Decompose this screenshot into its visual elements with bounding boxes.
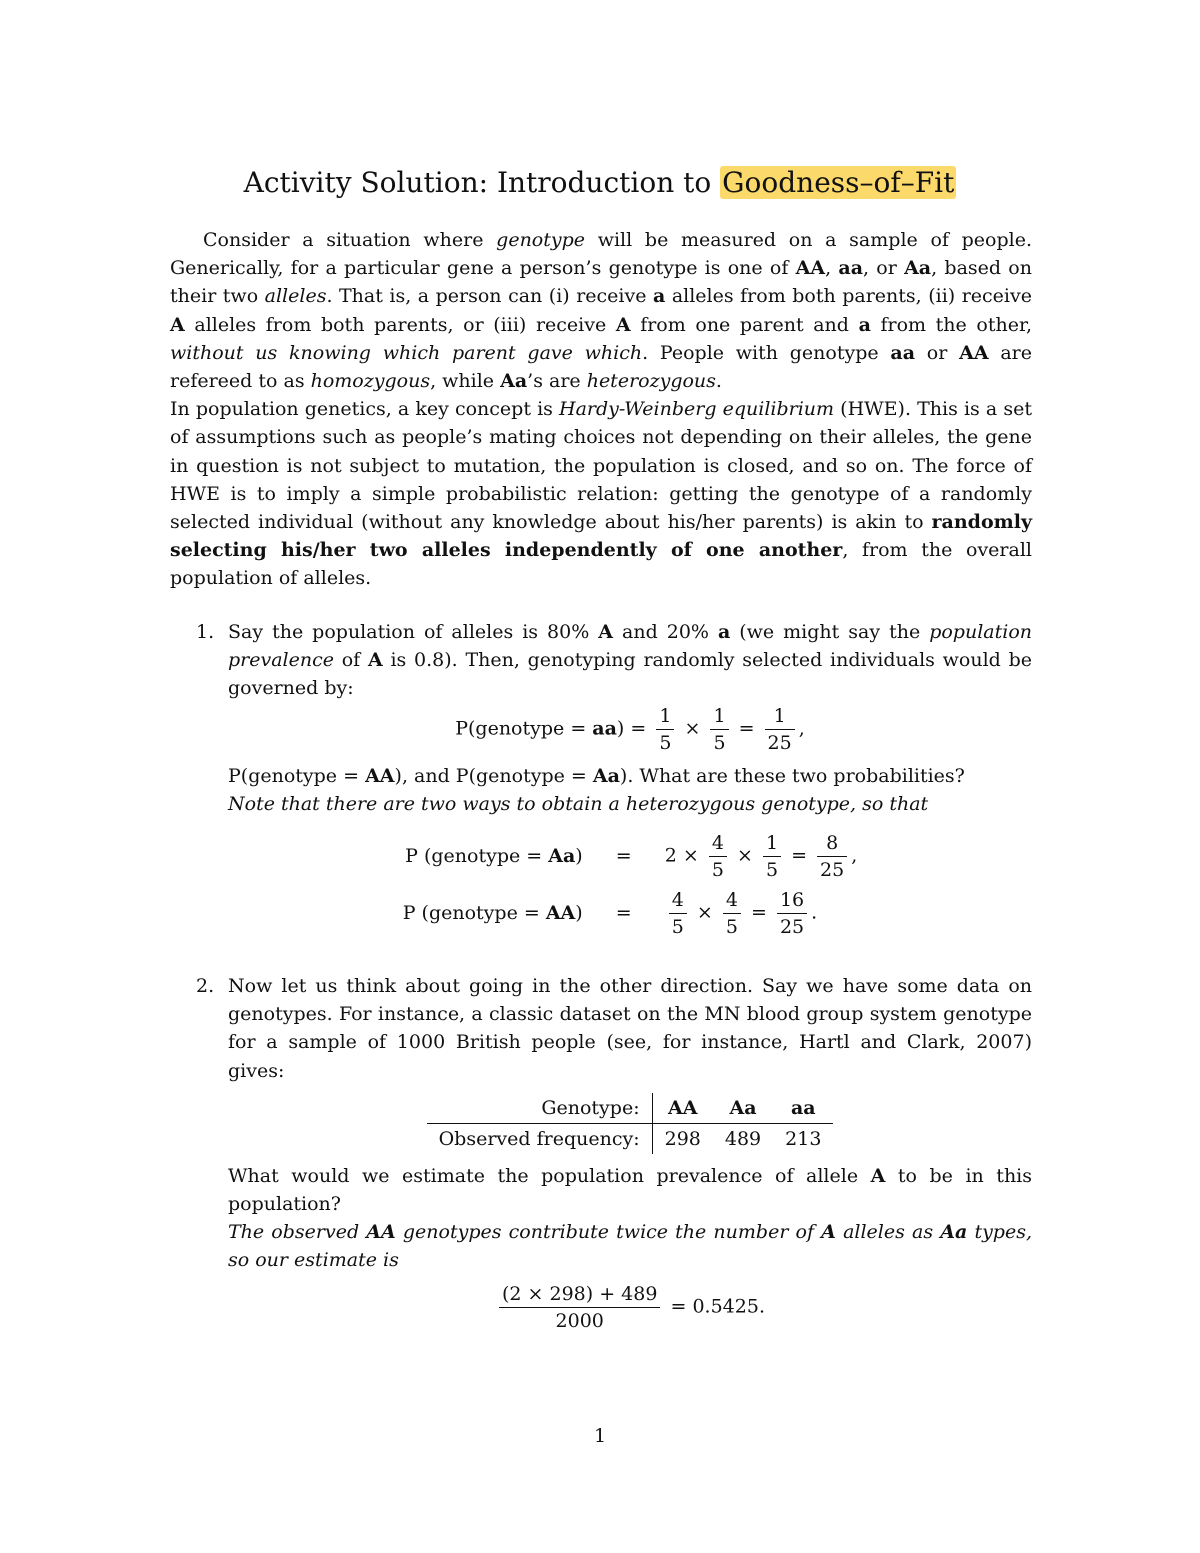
- item2-text: Now let us think about going in the other direction. Say we have some data on genotypes. For instance, a classic dataset on the MN blood group system genotype for a sample of 1000 British people (see, for instance, Hartl and Clark, 2007) gives:: [228, 975, 1032, 1082]
- item2-answer: The observed AA genotypes contribute twice the number of A alleles as Aa types, so our estimate is: [228, 1221, 1033, 1272]
- item1-text: Say the population of alleles is 80% A and 20% a (we might say the population prevalence of A is 0.8). Then, genotyping randomly selected individuals would be governed by:: [228, 621, 1032, 700]
- genotype-table: [427, 1093, 834, 1154]
- item1-note: Note that there are two ways to obtain a heterozygous genotype, so that: [228, 792, 929, 815]
- equation-AA: P (genotype = AA) = $\frac{4}{5}$ × $\frac{4}{5}$ = $\frac{16}{25}$ .: [402, 889, 818, 939]
- intro-section: [170, 226, 1032, 593]
- equation-array: [395, 828, 866, 942]
- intro-paragraph-2: In population genetics, a key concept is Hardy-Weinberg equilibrium (HWE). This is a set of assumptions such as people’s mating choices not depending on their alleles, the gene in question is not subject to mutation, the population is closed, and so on. The force of HWE is to imply a simple probabilistic relation: getting the genotype of a randomly selected individual (without any knowledge about his/her parents) is akin to randomly selecting his/her two alleles independently of one another, from the overall population of alleles.: [170, 398, 1032, 590]
- list-item-1: [170, 618, 1032, 942]
- page-title: [0, 163, 1200, 203]
- title-prefix: Activity Solution: Introduction to: [243, 166, 721, 199]
- equation-aa: P(genotype = aa) = $\frac{1}{5}$ × $\frac{1}{5}$ = $\frac{1}{25}$ ,: [455, 704, 805, 754]
- equation-estimate: $\frac{(2 \times 298) + 489}{2000}$ = 0.5425.: [228, 1281, 1032, 1334]
- table-row: Observed frequency: 298 489 213: [427, 1123, 834, 1154]
- title-highlight: Goodness–of–Fit: [722, 166, 955, 199]
- item1-question: P(genotype = AA), and P(genotype = Aa). What are these two probabilities?: [228, 764, 965, 787]
- table-header-row: Genotype: AA Aa aa: [427, 1093, 834, 1124]
- fraction: $\frac{1}{25}$: [765, 703, 795, 756]
- intro-paragraph-1: Consider a situation where genotype will be measured on a sample of people. Generically, for a particular gene a person’s genotype is one of AA, aa, or Aa, based on their two alleles. That is, a person can (i) receive a alleles from both parents, (ii) receive A alleles from both parents, or (iii) receive A from one parent and a from the other, without us knowing which parent gave which. People with genotype aa or AA are refereed to as homozygous, while Aa’s are heterozygous.: [170, 229, 1032, 393]
- fraction: $\frac{(2 \times 298) + 489}{2000}$: [499, 1281, 660, 1334]
- fraction: $\frac{1}{5}$: [656, 703, 674, 756]
- page-number: 1: [593, 1425, 607, 1447]
- list-number: 2.: [196, 975, 215, 997]
- equation-Aa: P (genotype = Aa) = 2 × $\frac{4}{5}$ × $\frac{1}{5}$ = $\frac{8}{25}$ ,: [405, 832, 858, 882]
- list-item-2: [170, 972, 1032, 1340]
- item2-question: What would we estimate the population prevalence of allele A to be in this population?: [228, 1164, 1033, 1216]
- list-number: 1.: [196, 621, 215, 643]
- fraction: $\frac{1}{5}$: [710, 703, 728, 756]
